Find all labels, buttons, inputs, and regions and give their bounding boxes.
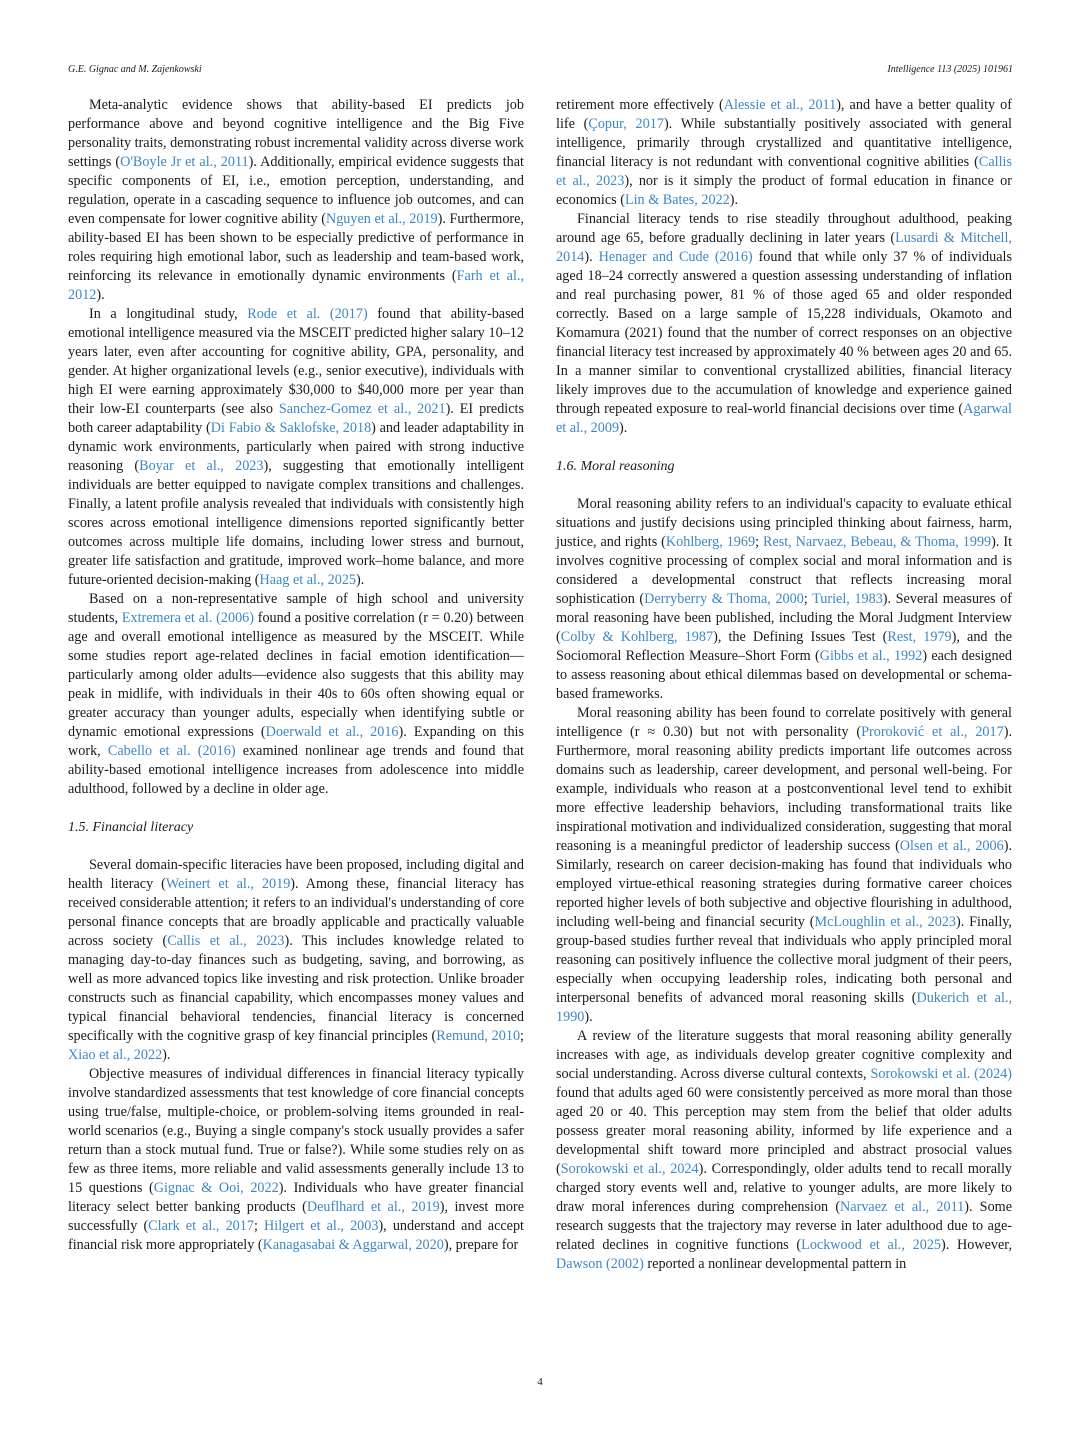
citation-link[interactable]: Farh et al., 2012 (68, 268, 525, 303)
citation-link[interactable]: Callis et al., 2023 (556, 154, 1012, 189)
citation-link[interactable]: Weinert et al., 2019 (165, 876, 291, 892)
section-heading-moral-reasoning: 1.6. Moral reasoning (556, 459, 675, 474)
citation-link[interactable]: Extremera et al. (2006) (121, 610, 254, 626)
citation-link[interactable]: Çopur, 2017 (588, 116, 664, 132)
citation-link[interactable]: Cabello et al. (2016) (107, 743, 236, 759)
citation-link[interactable]: Derryberry & Thoma, 2000 (644, 591, 804, 607)
citation-link[interactable]: Lusardi & Mitchell, 2014 (556, 230, 1012, 265)
citation-link[interactable]: Sanchez-Gomez et al., 2021 (278, 401, 446, 417)
left-column (68, 96, 524, 1255)
running-head-authors: G.E. Gignac and M. Zajenkowski (68, 64, 202, 75)
citation-link[interactable]: Turiel, 1983 (812, 591, 883, 607)
citation-link[interactable]: McLoughlin et al., 2023 (814, 914, 956, 930)
citation-link[interactable]: Nguyen et al., 2019 (325, 211, 438, 227)
citation-link[interactable]: Narvaez et al., 2011 (840, 1199, 965, 1215)
section-heading-financial-literacy: 1.5. Financial literacy (68, 820, 194, 835)
citation-link[interactable]: Haag et al., 2025 (259, 572, 356, 588)
citation-link[interactable]: Di Fabio & Saklofske, 2018 (210, 420, 372, 436)
citation-link[interactable]: Olsen et al., 2006 (899, 838, 1004, 854)
citation-link[interactable]: Callis et al., 2023 (167, 933, 285, 949)
citation-link[interactable]: Colby & Kohlberg, 1987 (560, 629, 714, 645)
citation-link[interactable]: Dukerich et al., 1990 (556, 990, 1012, 1025)
citation-link[interactable]: Rode et al. (2017) (247, 306, 368, 322)
citation-link[interactable]: Proroković et al., 2017 (861, 724, 1004, 740)
citation-link[interactable]: Rest, 1979 (887, 629, 952, 645)
citation-link[interactable]: Alessie et al., 2011 (723, 97, 837, 113)
citation-link[interactable]: Hilgert et al., 2003 (264, 1218, 379, 1234)
citation-link[interactable]: Lockwood et al., 2025 (801, 1237, 942, 1253)
citation-link[interactable]: Henager and Cude (2016) (598, 249, 753, 265)
citation-link[interactable]: Boyar et al., 2023 (139, 458, 264, 474)
citation-link[interactable]: Sorokowski et al., 2024 (560, 1161, 699, 1177)
citation-link[interactable]: Clark et al., 2017 (148, 1218, 254, 1234)
paragraph: Financial literacy tends to rise steadily throughout adulthood, peaking around age 65, before gradually declining in later years (Lusardi & Mitchell, 2014). Henager and Cude (2016) found that while only 37 % of individuals aged 18–24 correctly answered a question assessing understanding of inflation and real purchasing power, 81 % of those aged 65 and older responded correctly. Based on a large sample of 15,228 individuals, Okamoto and Komamura (2021) found that the number of correct responses on an objective financial literacy test increased by approximately 40 % between ages 20 and 65. In a manner similar to conventional crystallized abilities, financial literacy likely improves due to the accumulation of knowledge and experience gained through repeated exposure to real-world financial decisions over time (Agarwal et al., 2009). (556, 211, 1013, 436)
citation-link[interactable]: Lin & Bates, 2022 (624, 192, 730, 208)
citation-link[interactable]: Xiao et al., 2022 (68, 1047, 163, 1063)
citation-link[interactable]: Kanagasabai & Aggarwal, 2020 (262, 1237, 444, 1253)
paragraph: Several domain-specific literacies have been proposed, including digital and health literacy (Weinert et al., 2019). Among these, financial literacy has received considerable attention; it refers to an individual's understanding of core personal finance concepts that are broadly applicable and practically valuable across society (Callis et al., 2023). This includes knowledge related to managing day-to-day finances such as budgeting, saving, and borrowing, as well as more advanced topics like investing and risk protection. Unlike broader constructs such as financial capability, which encompasses money values and typical financial behavioral tendencies, financial literacy is concerned specifically with the cognitive grasp of key financial principles (Remund, 2010; Xiao et al., 2022). (68, 857, 524, 1063)
paragraph: Objective measures of individual differences in financial literacy typically involve standardized assessments that test knowledge of core financial concepts using true/false, multiple-choice, or problem-solving items grounded in real-world scenarios (e.g., Buying a single company's stock usually provides a safer return than a stock mutual fund. True or false?). While some studies rely on as few as three items, more reliable and valid assessments generally include 13 to 15 questions (Gignac & Ooi, 2022). Individuals who have greater financial literacy select better banking products (Deuflhard et al., 2019), invest more successfully (Clark et al., 2017; Hilgert et al., 2003), understand and accept financial risk more appropriately (Kanagasabai & Aggarwal, 2020), prepare for (68, 1066, 525, 1253)
citation-link[interactable]: Gignac & Ooi, 2022 (153, 1180, 279, 1196)
paragraph: In a longitudinal study, Rode et al. (2017) found that ability-based emotional intelligence measured via the MSCEIT predicted higher salary 10–12 years later, even after accounting for cognitive ability, GPA, personality, and gender. At higher organizational levels (e.g., senior executive), individuals with high EI were earning approximately $30,000 to $40,000 more per year than their low-EI counterparts (see also Sanchez-Gomez et al., 2021). EI predicts both career adaptability (Di Fabio & Saklofske, 2018) and leader adaptability in dynamic work environments, particularly when paired with strong inductive reasoning (Boyar et al., 2023), suggesting that emotionally intelligent individuals are better equipped to navigate complex transitions and challenges. Finally, a latent profile analysis revealed that individuals with consistently high scores across emotional intelligence dimensions reported significantly better outcomes across multiple life domains, including lower stress and burnout, greater life satisfaction and gratitude, improved work–home balance, and more future-oriented decision-making (Haag et al., 2025). (68, 306, 525, 588)
paragraph: Based on a non-representative sample of high school and university students, Extremera et al. (2006) found a positive correlation (r = 0.20) between age and overall emotional intelligence as measured by the MSCEIT. While some studies report age-related declines in facial emotion identification—particularly among older adults—evidence also suggests that this ability may peak in midlife, with individuals in their 40s to 60s often showing equal or greater accuracy than younger adults, especially when identifying subtle or dynamic emotional expressions (Doerwald et al., 2016). Expanding on this work, Cabello et al. (2016) examined nonlinear age trends and found that ability-based emotional intelligence increases from adolescence into middle adulthood, followed by a decline in older age. (68, 591, 525, 797)
paragraph: Moral reasoning ability refers to an individual's capacity to evaluate ethical situations and justify decisions using principled thinking about fairness, harm, justice, and rights (Kohlberg, 1969; Rest, Narvaez, Bebeau, & Thoma, 1999). It involves cognitive processing of complex social and moral information and is considered a developmental construct that reflects increasing moral sophistication (Derryberry & Thoma, 2000; Turiel, 1983). Several measures of moral reasoning have been published, including the Moral Judgment Interview (Colby & Kohlberg, 1987), the Defining Issues Test (Rest, 1979), and the Sociomoral Reflection Measure–Short Form (Gibbs et al., 1992) each designed to assess reasoning about ethical dilemmas based on developmental or schema-based frameworks. (556, 496, 1013, 702)
citation-link[interactable]: Doerwald et al., 2016 (265, 724, 399, 740)
citation-link[interactable]: O'Boyle Jr et al., 2011 (120, 154, 249, 170)
citation-link[interactable]: Remund, 2010 (436, 1028, 521, 1044)
citation-link[interactable]: Dawson (2002) (556, 1256, 644, 1272)
right-column (556, 96, 1012, 1274)
citation-link[interactable]: Rest, Narvaez, Bebeau, & Thoma, 1999 (762, 534, 992, 550)
paragraph: Meta-analytic evidence shows that ability-based EI predicts job performance above and beyond cognitive intelligence and the Big Five personality traits, demonstrating robust incremental validity across diverse work settings (O'Boyle Jr et al., 2011). Additionally, empirical evidence suggests that specific components of EI, i.e., emotion perception, understanding, and regulation, operate in a cascading sequence to influence job outcomes, and can even compensate for lower cognitive ability (Nguyen et al., 2019). Furthermore, ability-based EI has been shown to be especially predictive of performance in roles requiring high emotional labor, such as leadership and team-based work, reinforcing its relevance in emotionally dynamic environments (Farh et al., 2012). (68, 97, 525, 303)
paragraph: Moral reasoning ability has been found to correlate positively with general intelligence (r ≈ 0.30) but not with personality (Proroković et al., 2017). Furthermore, moral reasoning ability predicts important life outcomes across domains such as leadership, career development, and personal well-being. For example, individuals who reason at a postconventional level tend to exhibit more effective leadership behaviors, including transformational traits like inspirational motivation and individualized consideration, suggesting that moral reasoning is a meaningful predictor of leadership success (Olsen et al., 2006). Similarly, research on career decision-making has found that individuals who employed virtue-ethical reasoning strategies during formative career choices reported higher levels of both subjective and objective flourishing in adulthood, including well-being and financial security (McLoughlin et al., 2023). Finally, group-based studies further reveal that individuals who apply principled moral reasoning can positively influence the collective moral judgment of their peers, especially when occupying leadership roles, indicating both personal and interpersonal benefits of advanced moral reasoning skills (Dukerich et al., 1990). (556, 705, 1012, 1025)
paragraph: retirement more effectively (Alessie et al., 2011), and have a better quality of life (Çopur, 2017). While substantially positively associated with general intelligence, primarily through crystallized and quantitative intelligence, financial literacy is not redundant with conventional cognitive abilities (Callis et al., 2023), nor is it simply the product of formal education in finance or economics (Lin & Bates, 2022). (556, 97, 1012, 208)
running-head-journal: Intelligence 113 (2025) 101961 (887, 64, 1013, 75)
citation-link[interactable]: Agarwal et al., 2009 (556, 401, 1012, 436)
citation-link[interactable]: Kohlberg, 1969 (665, 534, 756, 550)
citation-link[interactable]: Deuflhard et al., 2019 (306, 1199, 440, 1215)
page-number: 4 (537, 1376, 543, 1388)
paragraph: A review of the literature suggests that moral reasoning ability generally increases with age, as individuals develop greater cognitive complexity and social understanding. Across diverse cultural contexts, Sorokowski et al. (2024) found that adults aged 60 were consistently perceived as more moral than those aged 20 or 40. This perception may stem from the belief that older adults possess greater moral reasoning ability, informed by life experience and a developmental shift toward more principled and abstract prosocial values (Sorokowski et al., 2024). Correspondingly, older adults tend to recall morally charged story events well and, relative to younger adults, are more likely to draw moral inferences during comprehension (Narvaez et al., 2011). Some research suggests that the trajectory may reverse in later adulthood due to age-related declines in cognitive functions (Lockwood et al., 2025). However, Dawson (2002) reported a nonlinear developmental pattern in (556, 1028, 1013, 1272)
citation-link[interactable]: Gibbs et al., 1992 (819, 648, 923, 664)
citation-link[interactable]: Sorokowski et al. (2024) (870, 1066, 1012, 1082)
